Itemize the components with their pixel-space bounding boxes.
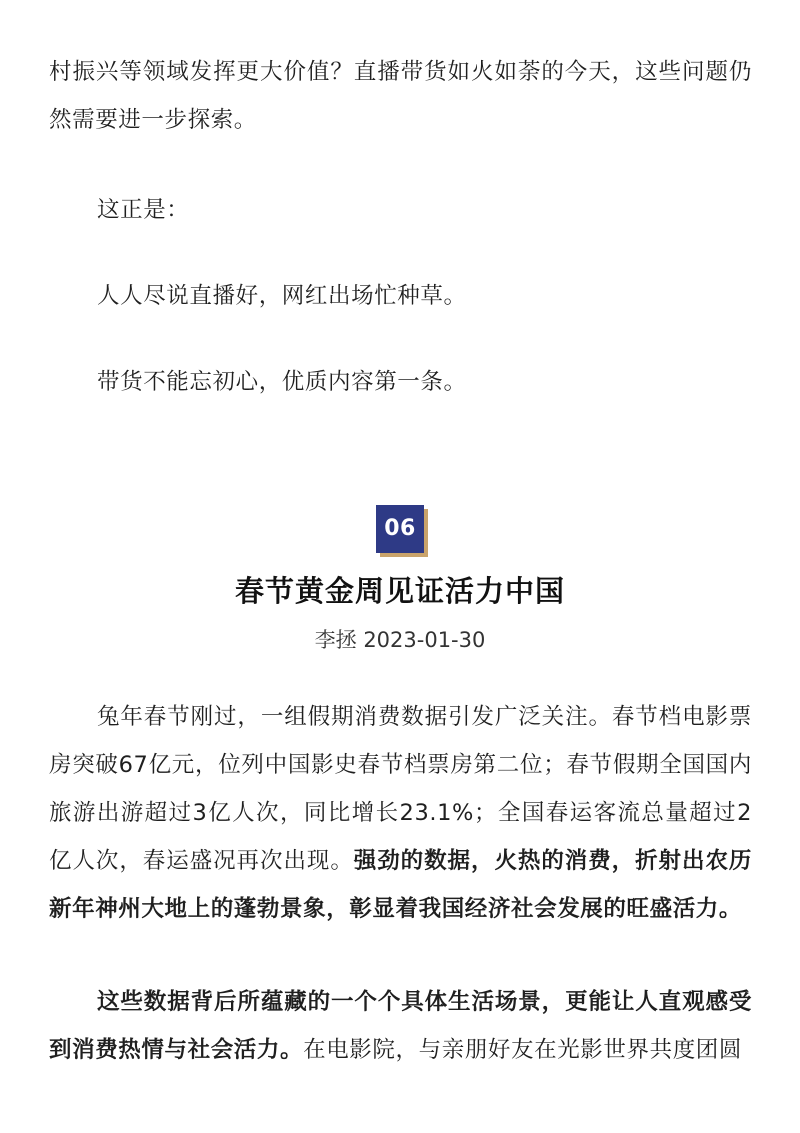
article-paragraph-1: [49, 693, 752, 933]
paragraph-1-emphasis: 强劲的数据，火热的消费，折射出农历新年神州大地上的蓬勃景象，彰显着我国经济社会发展的旺盛活力。: [49, 848, 752, 922]
verse-line-2: 带货不能忘初心，优质内容第一条。: [97, 369, 467, 395]
section-number-badge: 06: [376, 505, 424, 553]
verse-line-1: 人人尽说直播好，网红出场忙种草。: [97, 283, 467, 309]
paragraph-2-text: 在电影院，与亲朋好友在光影世界共度团圆: [303, 1037, 743, 1063]
article-paragraph-2: [49, 978, 752, 1074]
paragraph-2-emphasis: 这些数据背后所蕴藏的一个个具体生活场景，更能让人直观感受到消费热情与社会活力。: [49, 989, 752, 1063]
section-byline: 李拯 2023-01-30: [314, 628, 486, 652]
paragraph-1-text: 兔年春节刚过，一组假期消费数据引发广泛关注。春节档电影票房突破67亿元，位列中国影史春节档票房第二位；春节假期全国国内旅游出游超过3亿人次，同比增长23.1%；全国春运客流总量超过2亿人次，春运盛况再次出现。: [49, 704, 752, 874]
intro-paragraph: 村振兴等领域发挥更大价值？直播带货如火如荼的今天，这些问题仍然需要进一步探索。: [49, 59, 752, 133]
section-title: 春节黄金周见证活力中国: [234, 574, 565, 608]
verse-intro: 这正是：: [97, 197, 190, 223]
